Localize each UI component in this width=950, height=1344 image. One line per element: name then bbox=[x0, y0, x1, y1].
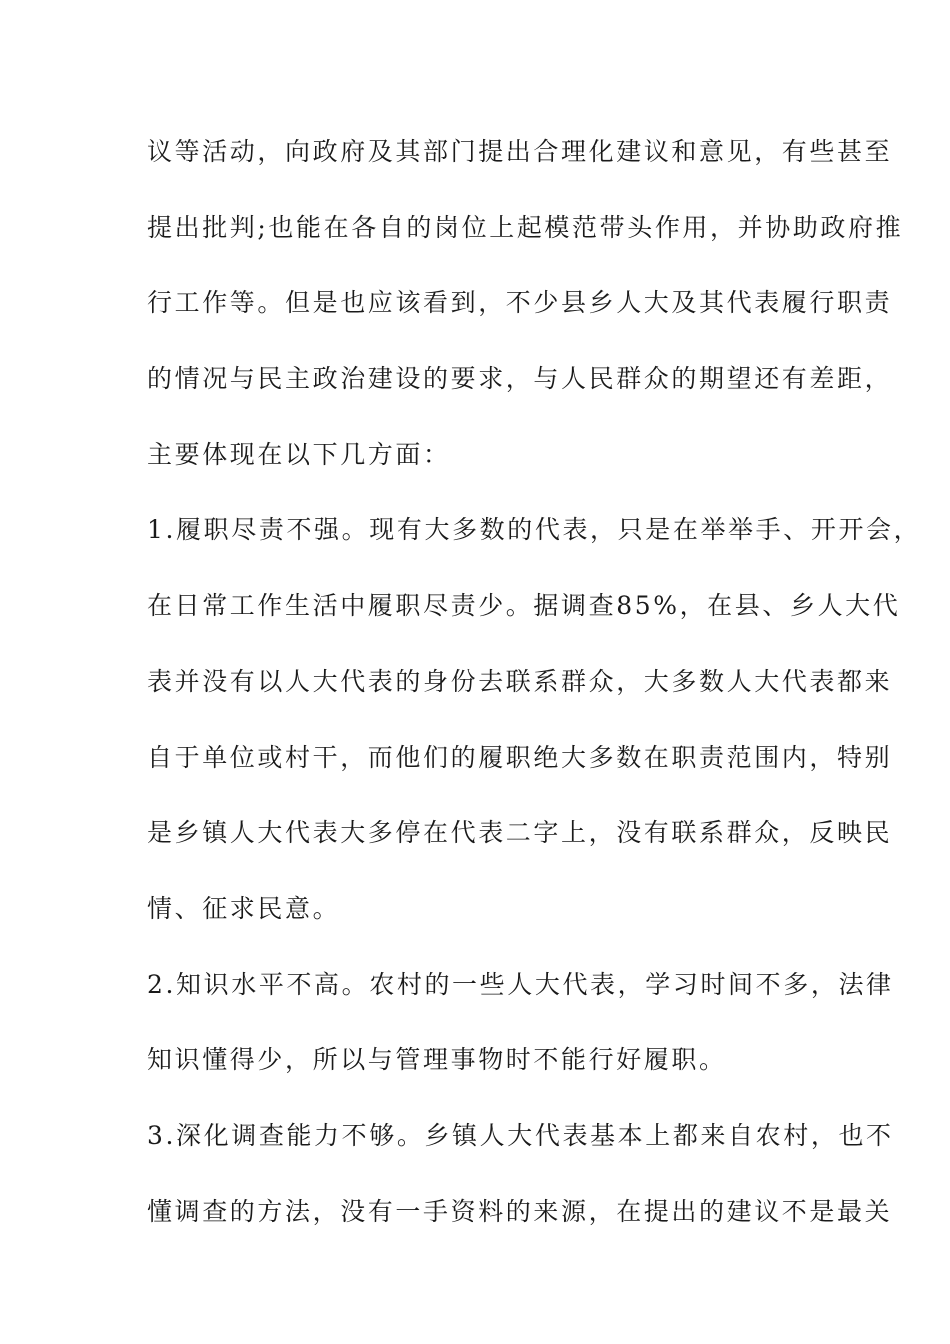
text-line: 的情况与民主政治建设的要求，与人民群众的期望还有差距， bbox=[147, 364, 893, 394]
text-line: 表并没有以人大代表的身份去联系群众，大多数人大代表都来 bbox=[147, 666, 893, 696]
text-line: 在日常工作生活中履职尽责少。据调查85%，在县、乡人大代 bbox=[147, 591, 901, 621]
text-line: 1.履职尽责不强。现有大多数的代表，只是在举举手、开开会， bbox=[147, 515, 922, 545]
text-line: 情、征求民意。 bbox=[147, 893, 341, 923]
text-line: 懂调查的方法，没有一手资料的来源，在提出的建议不是最关 bbox=[147, 1196, 893, 1226]
text-line: 提出批判;也能在各自的岗位上起模范带头作用，并协助政府推 bbox=[147, 212, 904, 242]
text-line: 是乡镇人大代表大多停在代表二字上，没有联系群众，反映民 bbox=[147, 818, 893, 848]
text-line: 主要体现在以下几方面： bbox=[147, 439, 451, 469]
text-line: 知识懂得少，所以与管理事物时不能行好履职。 bbox=[147, 1045, 727, 1075]
text-line: 议等活动，向政府及其部门提出合理化建议和意见，有些甚至 bbox=[147, 137, 893, 166]
text-line: 自于单位或村干，而他们的履职绝大多数在职责范围内，特别 bbox=[147, 742, 893, 772]
text-line: 行工作等。但是也应该看到，不少县乡人大及其代表履行职责 bbox=[147, 288, 893, 318]
text-line: 2.知识水平不高。农村的一些人大代表，学习时间不多，法律 bbox=[147, 969, 894, 999]
text-line: 3.深化调查能力不够。乡镇人大代表基本上都来自农村，也不 bbox=[147, 1120, 894, 1150]
body-text bbox=[147, 132, 922, 1267]
